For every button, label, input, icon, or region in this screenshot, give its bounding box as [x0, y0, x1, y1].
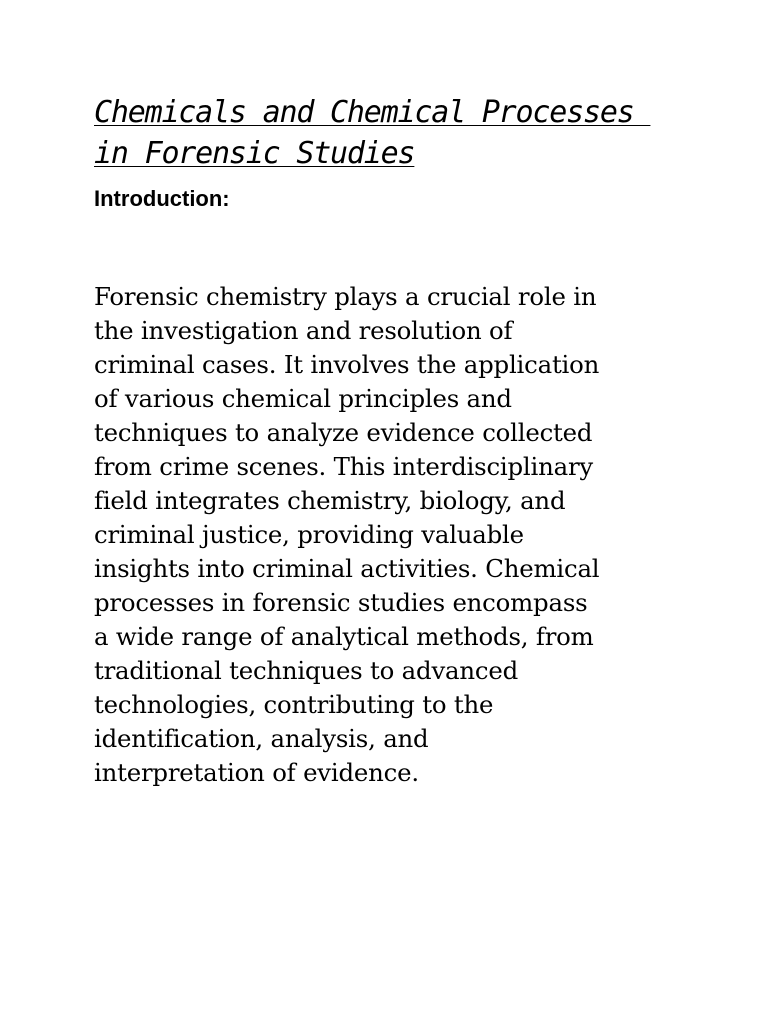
paragraph-line: technologies, contributing to the — [94, 690, 494, 719]
paragraph-line: of various chemical principles and — [94, 384, 512, 413]
paragraph-line: Forensic chemistry plays a crucial role in — [94, 282, 597, 311]
paragraph-line: field integrates chemistry, biology, and — [94, 486, 566, 515]
paragraph-line: the investigation and resolution of — [94, 316, 513, 345]
paragraph-line: traditional techniques to advanced — [94, 656, 518, 685]
paragraph-line: insights into criminal activities. Chemical — [94, 554, 600, 583]
paragraph-line: interpretation of evidence. — [94, 758, 419, 787]
introduction-paragraph — [94, 280, 694, 790]
paragraph-line: criminal cases. It involves the application — [94, 350, 600, 379]
title-line-1: Chemicals and Chemical Processes — [94, 95, 651, 130]
paragraph-line: criminal justice, providing valuable — [94, 520, 524, 549]
paragraph-line: identification, analysis, and — [94, 724, 429, 753]
section-heading-introduction: Introduction: — [94, 186, 230, 211]
paragraph-line: processes in forensic studies encompass — [94, 588, 588, 617]
paragraph-line: from crime scenes. This interdisciplinary — [94, 452, 594, 481]
paragraph-line: techniques to analyze evidence collected — [94, 418, 593, 447]
title-line-2: in Forensic Studies — [94, 136, 415, 171]
paragraph-line: a wide range of analytical methods, from — [94, 622, 594, 651]
document-title — [94, 92, 674, 174]
